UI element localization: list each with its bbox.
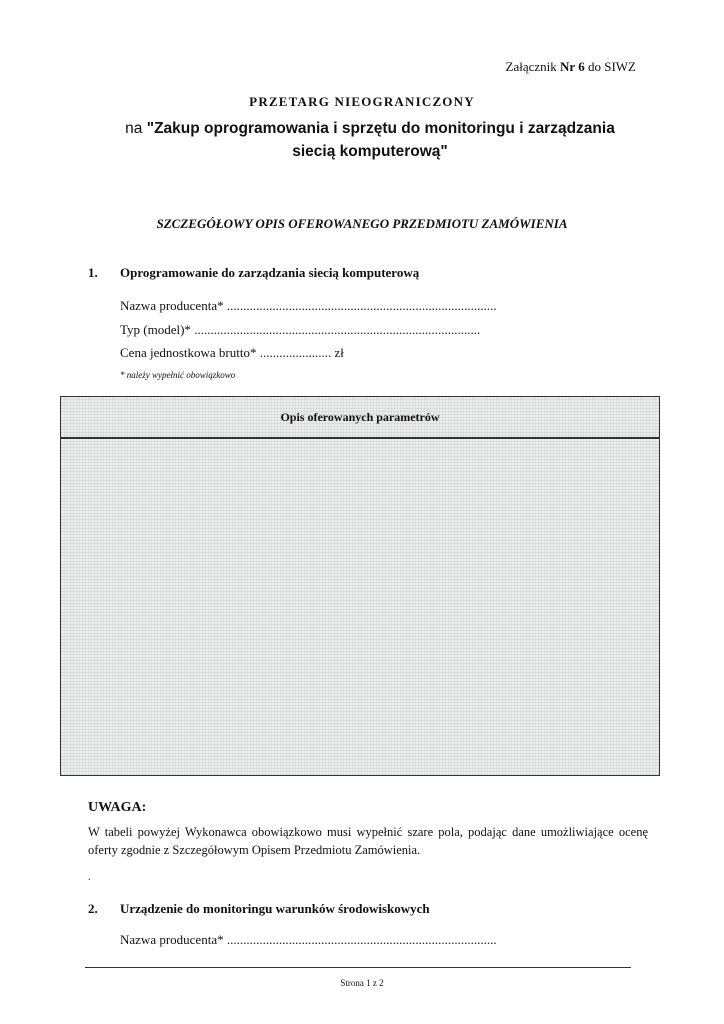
notice-title: UWAGA: <box>88 800 147 815</box>
parameters-table-header: Opis oferowanych parametrów <box>61 397 659 439</box>
section2-title: Urządzenie do monitoringu warunków środowiskowych <box>120 901 430 916</box>
producer-dots[interactable]: ................................................................................... <box>226 298 497 313</box>
model-label: Typ (model)* <box>120 322 191 337</box>
stray-dot: . <box>88 872 91 883</box>
page-number: Strona 1 z 2 <box>340 978 384 988</box>
tender-type: PRZETARG NIEOGRANICZONY <box>249 94 475 109</box>
annex-prefix: Załącznik <box>505 59 557 74</box>
section1-number: 1. <box>88 265 98 280</box>
parameters-table[interactable] <box>60 396 660 776</box>
producer-field[interactable] <box>120 298 497 314</box>
price-currency: zł <box>334 345 344 360</box>
producer-label: Nazwa producenta* <box>120 298 224 313</box>
footer-divider <box>85 967 631 968</box>
price-field[interactable] <box>120 345 344 361</box>
producer2-label: Nazwa producenta* <box>120 932 224 947</box>
subject-line-2: siecią komputerową" <box>292 143 448 160</box>
spec-title: SZCZEGÓŁOWY OPIS OFEROWANEGO PRZEDMIOTU ZAMÓWIENIA <box>156 216 568 231</box>
annex-label <box>506 59 636 75</box>
annex-suffix: do SIWZ <box>587 59 636 74</box>
section1-title: Oprogramowanie do zarządzania siecią komputerową <box>120 265 420 280</box>
notice-text: W tabeli powyżej Wykonawca obowiązkowo musi wypełnić szare pola, podając dane umożliwiające ocenę oferty zgodnie z Szczegółowym Opisem Przedmiotu Zamówienia. <box>88 825 648 857</box>
price-dots[interactable]: ...................... <box>259 345 332 360</box>
section2-number: 2. <box>88 901 98 916</box>
mandatory-note: * należy wypełnić obowiązkowo <box>120 370 236 380</box>
model-dots[interactable]: ........................................................................................ <box>194 322 481 337</box>
subject-line-1: "Zakup oprogramowania i sprzętu do monitoringu i zarządzania <box>146 120 615 137</box>
tender-subject <box>100 117 640 163</box>
annex-number: Nr 6 <box>560 59 585 74</box>
producer2-field[interactable] <box>120 932 497 948</box>
subject-prefix: na <box>125 120 143 137</box>
model-field[interactable] <box>120 322 480 338</box>
price-label: Cena jednostkowa brutto* <box>120 345 257 360</box>
producer2-dots[interactable]: ................................................................................... <box>226 932 497 947</box>
